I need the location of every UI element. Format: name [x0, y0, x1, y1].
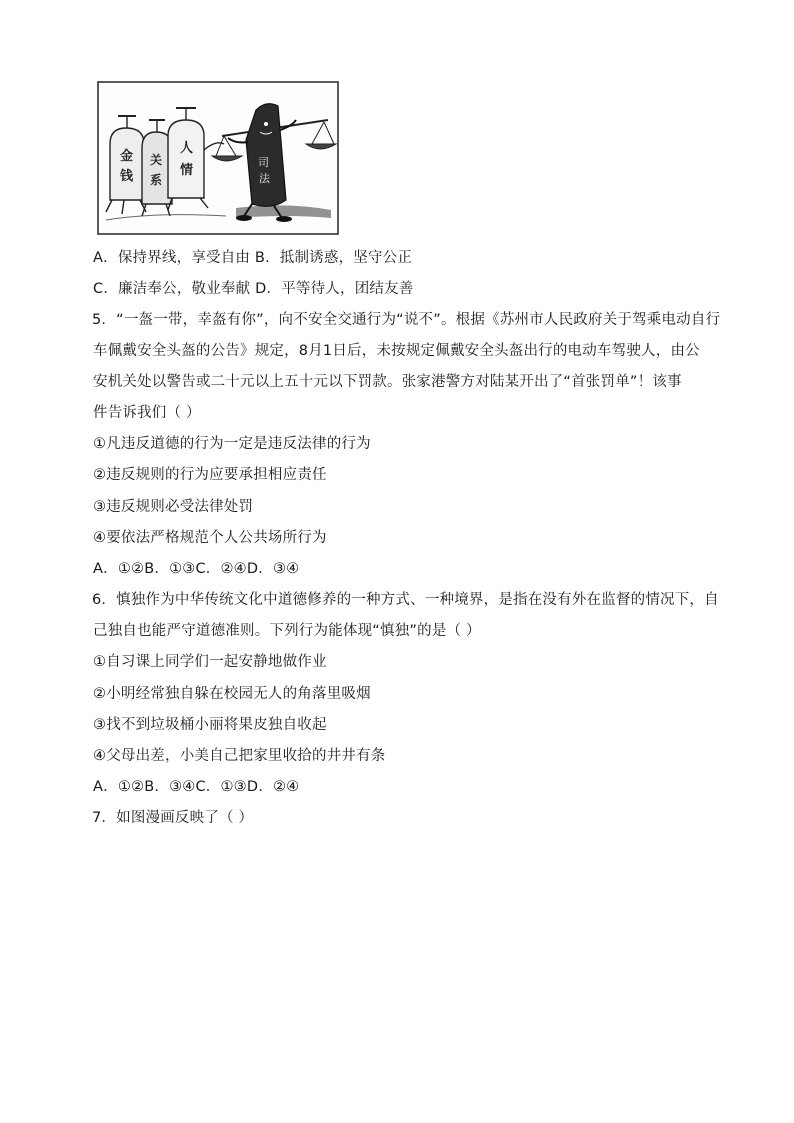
judicial-label-2: 法	[259, 172, 270, 185]
q5-item-4: ④要依法严格规范个人公共场所行为	[93, 530, 327, 546]
q4-options-line-2: C．廉洁奉公，敬业奉献 D．平等待人，团结友善	[93, 281, 414, 297]
q7-stem: 7．如图漫画反映了（ ）	[92, 810, 254, 826]
renqing-label-2: 情	[180, 163, 194, 178]
q6-answers: A．①②B．③④C．①③D．②④	[93, 779, 300, 795]
judicial-label-1: 司	[258, 156, 269, 169]
relation-label-1: 关	[150, 153, 163, 167]
q5-stem-line-4: 件告诉我们（ ）	[93, 405, 201, 421]
q4-options-line-1: A．保持界线，享受自由 B．抵制诱惑，坚守公正	[93, 250, 413, 266]
q5-stem-line-2: 车佩戴安全头盔的公告》规定，8月1日后，未按规定佩戴安全头盔出行的电动车驾驶人，由公	[93, 343, 700, 359]
q5-answers: A．①②B．①③C．②④D．③④	[93, 561, 300, 577]
q6-stem-line-2: 己独自也能严守道德准则。下列行为能体现“慎独”的是（ ）	[93, 623, 481, 639]
q6-stem-line-1: 6．慎独作为中华传统文化中道德修养的一种方式、一种境界，是指在没有外在监督的情况下，自	[92, 592, 719, 608]
q6-item-2: ②小明经常独自躲在校园无人的角落里吸烟	[93, 686, 371, 702]
q5-stem-line-1: 5．“一盔一带，幸盔有你”，向不安全交通行为“说不”。根据《苏州市人民政府关于驾乘电动自行	[92, 312, 721, 328]
q5-item-2: ②违反规则的行为应要承担相应责任	[93, 467, 327, 483]
q5-stem-line-3: 安机关处以警告或二十元以上五十元以下罚款。张家港警方对陆某开出了“首张罚单”！该事	[93, 374, 682, 390]
q6-item-4: ④父母出差，小美自己把家里收拾的井井有条	[93, 748, 386, 764]
money-label-1: 金	[120, 149, 134, 164]
q5-item-1: ①凡违反道德的行为一定是违反法律的行为	[93, 436, 371, 452]
relation-label-2: 系	[150, 173, 163, 187]
q6-item-3: ③找不到垃圾桶小丽将果皮独自收起	[93, 717, 327, 733]
q5-item-3: ③违反规则必受法律处罚	[93, 499, 254, 515]
cartoon-illustration	[96, 80, 340, 236]
renqing-label-1: 人	[180, 141, 194, 156]
q6-item-1: ①自习课上同学们一起安静地做作业	[93, 654, 327, 670]
money-label-2: 钱	[120, 169, 134, 184]
